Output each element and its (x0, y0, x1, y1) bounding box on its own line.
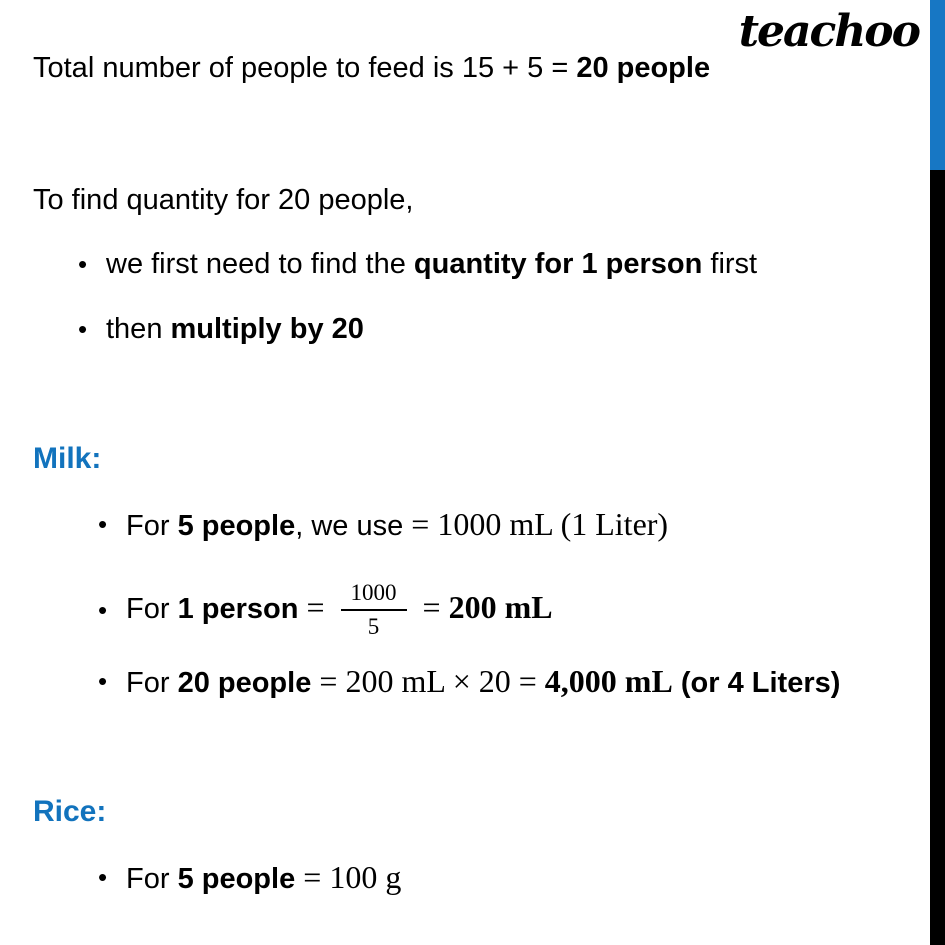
bullet-icon: • (78, 248, 88, 279)
bullet-icon: • (98, 665, 108, 696)
rice-heading: Rice: (33, 795, 107, 828)
rice-bullet-1 (98, 857, 401, 897)
fraction: $\frac{1000}{5}$ (341, 580, 407, 641)
milk-bullet-1 (98, 504, 668, 544)
intro-text: To find quantity for 20 people, (33, 184, 414, 216)
bullet-icon: • (98, 595, 108, 626)
milk-bullet-2 (98, 580, 553, 641)
total-people-line (33, 50, 710, 86)
intro-bullet-1 (78, 246, 757, 282)
rice-bullet-1-text: For 5 people = 100 g (126, 859, 402, 895)
total-people-text: Total number of people to feed is 15 + 5 = 20 people (33, 52, 711, 84)
intro-line (33, 182, 413, 218)
milk-bullet-1-text: For 5 people, we use = 1000 mL (1 Liter) (126, 506, 669, 542)
edge-accent-black-bar (930, 170, 945, 945)
bullet-icon: • (98, 508, 108, 539)
bullet-icon: • (98, 861, 108, 892)
milk-bullet-3 (98, 661, 840, 701)
bullet-icon: • (78, 313, 88, 344)
milk-heading: Milk: (33, 442, 102, 475)
intro-bullet-2-text: then multiply by 20 (106, 313, 364, 345)
intro-bullet-2 (78, 311, 364, 347)
teachoo-logo: teachoo (738, 6, 919, 57)
milk-bullet-2-text: For 1 person = $\frac{1000}{5}$ = 200 mL (126, 580, 553, 640)
milk-bullet-3-text: For 20 people = 200 mL × 20 = 4,000 mL (or 4 Liters) (126, 663, 841, 699)
intro-bullet-1-text: we first need to find the quantity for 1 person first (106, 248, 758, 280)
edge-accent-blue-bar (930, 0, 945, 170)
